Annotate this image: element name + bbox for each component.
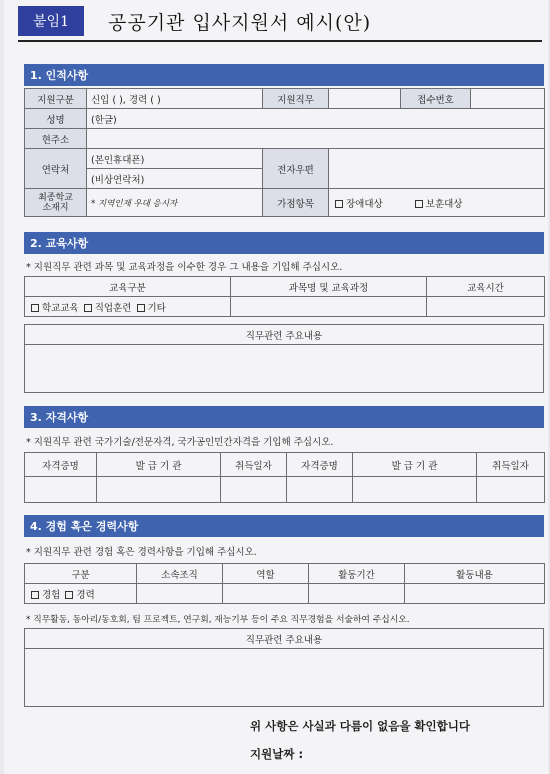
vocational-checkbox[interactable] <box>84 304 92 312</box>
section-license-heading: 3. 자격사항 <box>24 406 544 428</box>
experience-note-2: * 직무활동, 동아리/동호회, 팀 프로젝트, 연구회, 재능기부 등이 주요 직무경험을 서술하여 주십시오. <box>26 615 410 625</box>
issuer-header-1: 발 급 기 관 <box>97 453 221 477</box>
receipt-field[interactable] <box>471 89 545 109</box>
acquired-date-field-1[interactable] <box>221 477 287 503</box>
organization-field[interactable] <box>137 584 223 604</box>
document-title: 공공기관 입사지원서 예시(안) <box>108 12 372 34</box>
veteran-checkbox[interactable] <box>415 200 423 208</box>
period-field[interactable] <box>309 584 405 604</box>
address-label: 현주소 <box>25 129 87 149</box>
other-edu-checkbox[interactable] <box>137 304 145 312</box>
issuer-field-1[interactable] <box>97 477 221 503</box>
education-table <box>24 276 545 317</box>
experience-table <box>24 563 545 604</box>
apply-type-field[interactable]: 신입 ( ), 경력 ( ) <box>87 89 263 109</box>
organization-header: 소속조직 <box>137 564 223 584</box>
course-header: 과목명 및 교육과정 <box>231 277 427 297</box>
course-field[interactable] <box>231 297 427 317</box>
education-hours-field[interactable] <box>427 297 545 317</box>
education-hours-header: 교육시간 <box>427 277 545 297</box>
issuer-header-2: 발 급 기 관 <box>353 453 477 477</box>
career-option-label: 경력 <box>76 589 95 601</box>
apply-type-label: 지원구분 <box>25 89 87 109</box>
education-summary-field[interactable] <box>25 345 544 393</box>
school-edu-checkbox[interactable] <box>31 304 39 312</box>
contact-label: 연락처 <box>25 149 87 189</box>
school-field[interactable]: * 지역인재 우대 응시자 <box>87 189 263 217</box>
license-name-field-1[interactable] <box>25 477 97 503</box>
activity-header: 활동내용 <box>405 564 545 584</box>
experience-summary-table <box>24 628 544 707</box>
address-field[interactable] <box>87 129 545 149</box>
role-field[interactable] <box>223 584 309 604</box>
bonus-options <box>329 189 545 217</box>
school-edu-label: 학교교육 <box>42 302 79 314</box>
experience-summary-field[interactable] <box>25 649 544 707</box>
education-type-options <box>25 297 231 317</box>
experience-type-header: 구분 <box>25 564 137 584</box>
email-label: 전자우편 <box>263 149 329 189</box>
vocational-label: 직업훈련 <box>94 302 132 314</box>
activity-field[interactable] <box>405 584 545 604</box>
license-name-header-1: 자격증명 <box>25 453 97 477</box>
license-name-field-2[interactable] <box>287 477 353 503</box>
acquired-date-header-2: 취득일자 <box>477 453 545 477</box>
school-label: 최종학교 소재지 <box>25 189 87 217</box>
name-field[interactable]: (한글) <box>87 109 545 129</box>
application-form-page <box>4 0 548 774</box>
section-experience-heading: 4. 경험 혹은 경력사항 <box>24 515 544 537</box>
confirmation-statement: 위 사항은 사실과 다름이 없음을 확인합니다 <box>250 719 470 733</box>
experience-type-options <box>25 584 137 604</box>
license-table <box>24 452 545 503</box>
education-note: * 지원직무 관련 과목 및 교육과정을 이수한 경우 그 내용을 기입해 주십시오. <box>26 262 343 273</box>
title-divider <box>18 40 542 42</box>
experience-summary-header: 직무관련 주요내용 <box>25 629 544 649</box>
alt-contact-field[interactable]: (비상연락처) <box>87 169 263 189</box>
other-edu-label: 기타 <box>147 302 166 314</box>
education-summary-table <box>24 324 544 393</box>
attachment-tag: 붙임1 <box>18 6 84 36</box>
experience-option-label: 경험 <box>42 589 61 601</box>
experience-note: * 지원직무 관련 경험 혹은 경력사항을 기입해 주십시오. <box>26 547 257 558</box>
job-field[interactable] <box>329 89 401 109</box>
education-summary-header: 직무관련 주요내용 <box>25 325 544 345</box>
career-checkbox[interactable] <box>65 591 73 599</box>
personal-info-table <box>24 88 545 217</box>
acquired-date-header-1: 취득일자 <box>221 453 287 477</box>
issuer-field-2[interactable] <box>353 477 477 503</box>
bonus-label: 가점항목 <box>263 189 329 217</box>
period-header: 활동기간 <box>309 564 405 584</box>
license-name-header-2: 자격증명 <box>287 453 353 477</box>
section-education-heading: 2. 교육사항 <box>24 232 544 254</box>
job-label: 지원직무 <box>263 89 329 109</box>
disabled-checkbox[interactable] <box>335 200 343 208</box>
veteran-option-label: 보훈대상 <box>425 198 463 210</box>
name-label: 성명 <box>25 109 87 129</box>
role-header: 역할 <box>223 564 309 584</box>
email-field[interactable] <box>329 149 545 189</box>
section-personal-heading: 1. 인적사항 <box>24 64 544 86</box>
mobile-field[interactable]: (본인휴대폰) <box>87 149 263 169</box>
acquired-date-field-2[interactable] <box>477 477 545 503</box>
receipt-label: 접수번호 <box>401 89 471 109</box>
education-type-header: 교육구분 <box>25 277 231 297</box>
license-note: * 지원직무 관련 국가기술/전문자격, 국가공인민간자격을 기입해 주십시오. <box>26 437 334 448</box>
disabled-option-label: 장애대상 <box>346 198 383 210</box>
application-date-label: 지원날짜 : <box>250 747 304 761</box>
experience-checkbox[interactable] <box>31 591 39 599</box>
